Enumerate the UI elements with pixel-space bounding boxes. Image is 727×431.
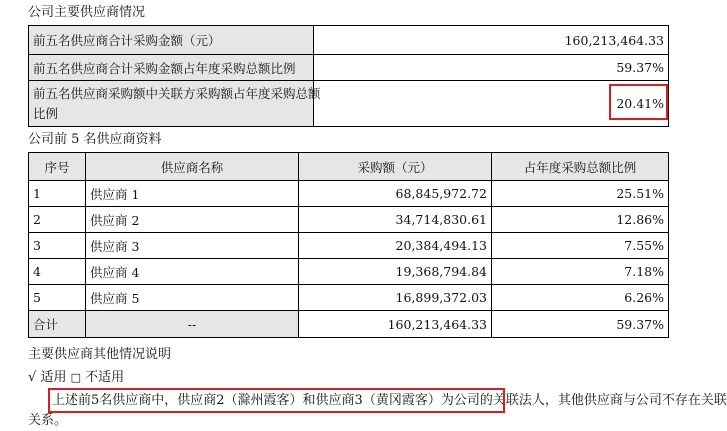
header-name: 供应商名称 [86, 153, 299, 181]
summary-value-related: 20.41% [314, 81, 669, 127]
cell-no: 5 [29, 285, 86, 311]
cell-amount: 68,845,972.72 [299, 181, 492, 207]
header-ratio: 占年度采购总额比例 [492, 153, 669, 181]
summary-table [28, 25, 669, 127]
table-row [29, 285, 669, 311]
summary-title: 公司主要供应商情况 [28, 5, 146, 20]
cell-ratio: 25.51% [492, 181, 669, 207]
cell-amount: 16,899,372.03 [299, 285, 492, 311]
summary-row [29, 81, 669, 127]
summary-row [29, 55, 669, 81]
cell-no: 2 [29, 207, 86, 233]
header-amount: 采购额（元） [299, 153, 492, 181]
summary-row [29, 26, 669, 55]
not-applicable-label: 不适用 [85, 370, 125, 385]
total-ratio: 59.37% [492, 311, 669, 338]
applicable-row [28, 370, 124, 386]
total-amount: 160,213,464.33 [299, 311, 492, 338]
notes-paragraph [52, 391, 727, 411]
table-total-row [29, 311, 669, 338]
cell-name: 供应商 1 [86, 181, 299, 207]
cell-ratio: 6.26% [492, 285, 669, 311]
table-row [29, 233, 669, 259]
summary-label [29, 81, 321, 127]
cell-ratio: 7.55% [492, 233, 669, 259]
summary-label-line: 前五名供应商采购额中关联方采购额占年度采购总额 [33, 85, 321, 101]
cell-name: 供应商 3 [86, 233, 299, 259]
header-no: 序号 [29, 153, 86, 181]
supplier-table [28, 152, 669, 338]
check-mark-icon: √ [28, 370, 37, 385]
highlight-text: 上述前5名供应商中，供应商2（滁州霞客）和供应商3（黄冈霞客）为公司的关联法人 [52, 393, 545, 408]
cell-name: 供应商 5 [86, 285, 299, 311]
total-label: 合计 [29, 311, 86, 338]
applicable-label: 适用 [40, 370, 67, 385]
cell-no: 4 [29, 259, 86, 285]
cell-no: 1 [29, 181, 86, 207]
cell-no: 3 [29, 233, 86, 259]
empty-checkbox-icon: □ [70, 371, 81, 384]
notes-paragraph-line2: 关系。 [28, 413, 68, 428]
cell-ratio: 7.18% [492, 259, 669, 285]
cell-ratio: 12.86% [492, 207, 669, 233]
cell-amount: 20,384,494.13 [299, 233, 492, 259]
summary-value: 160,213,464.33 [314, 26, 669, 55]
rest-text: ，其他供应商与公司不存在关联 [544, 393, 727, 408]
total-name: -- [86, 311, 299, 338]
table-header-row [29, 153, 669, 181]
cell-name: 供应商 2 [86, 207, 299, 233]
notes-title: 主要供应商其他情况说明 [28, 347, 172, 362]
cell-amount: 19,368,794.84 [299, 259, 492, 285]
table-row [29, 181, 669, 207]
summary-label: 前五名供应商合计采购金额占年度采购总额比例 [29, 55, 314, 81]
summary-label-line: 比例 [33, 105, 59, 121]
summary-label: 前五名供应商合计采购金额（元） [29, 26, 314, 55]
detail-title: 公司前 5 名供应商资料 [28, 132, 162, 147]
cell-amount: 34,714,830.61 [299, 207, 492, 233]
table-row [29, 207, 669, 233]
table-row [29, 259, 669, 285]
cell-name: 供应商 4 [86, 259, 299, 285]
summary-value: 59.37% [314, 55, 669, 81]
